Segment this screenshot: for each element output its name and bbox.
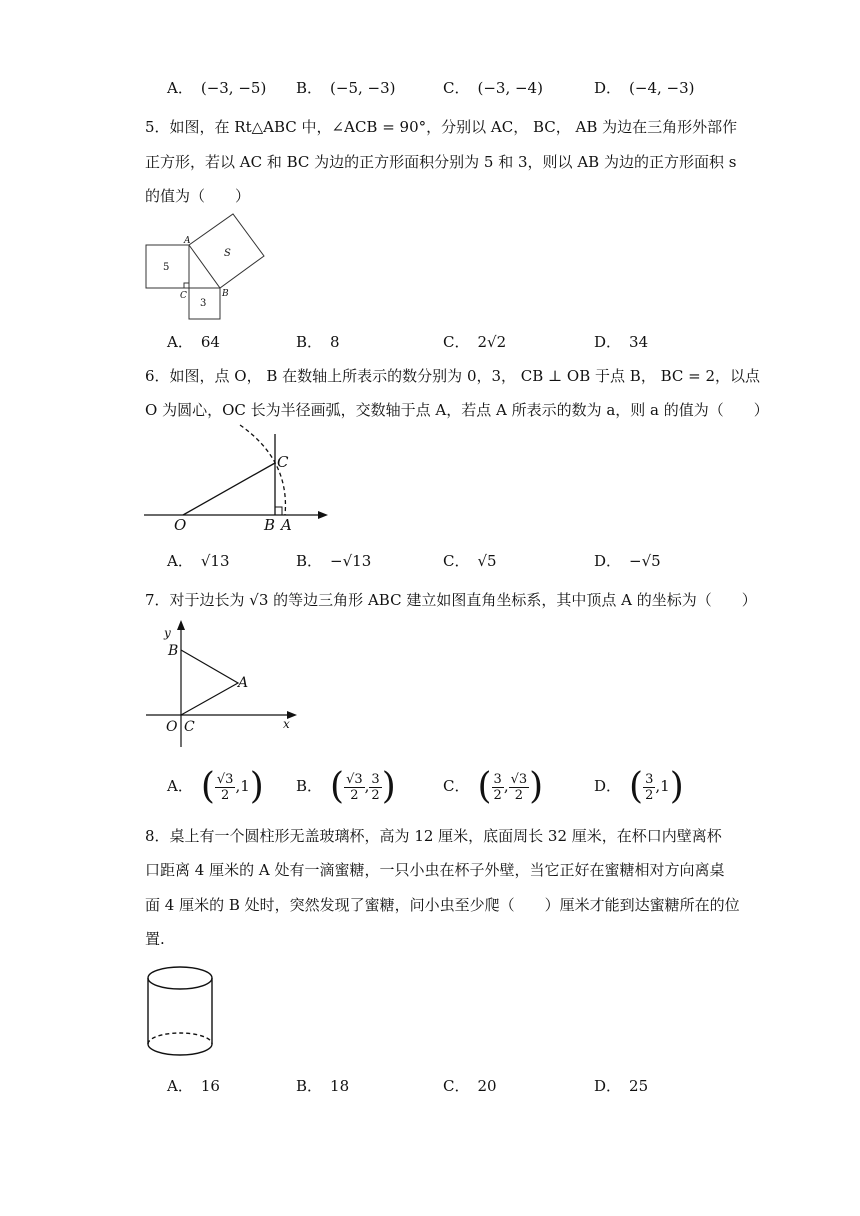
denominator: 2: [371, 787, 380, 803]
q5-option-d: [594, 332, 648, 352]
option-letter: A．: [167, 552, 193, 570]
option-letter: B．: [296, 1077, 323, 1095]
paren-left: (: [477, 766, 492, 807]
q7-option-d: D． ( $\frac{3}{2}$ ,1): [594, 766, 684, 807]
option-value: (−3, −4): [477, 79, 543, 97]
axis-arrow-icon: [318, 511, 328, 519]
numerator: 3: [371, 771, 380, 787]
cylinder-bottom-front: [148, 1044, 212, 1055]
fraction: [344, 772, 365, 803]
paren-right: ): [249, 766, 264, 807]
cylinder-top: [148, 967, 212, 989]
option-letter: B．: [296, 333, 323, 351]
q4-option-a: [167, 78, 266, 98]
q8-option-b: [296, 1076, 349, 1096]
option-letter: D．: [594, 552, 622, 570]
numerator: 3: [645, 771, 654, 787]
q8-line-3: 面 4 厘米的 B 处时，突然发现了蜜糖，问小虫至少爬（ ）厘米才能到达蜜糖所在的位: [145, 896, 740, 914]
denominator: 2: [493, 787, 502, 803]
paren-left: (: [629, 766, 644, 807]
q5-figure: [140, 210, 280, 325]
label-b: B: [168, 643, 179, 659]
fraction: [492, 772, 504, 803]
option-letter: B．: [296, 552, 323, 570]
q5-line-1: 5．如图，在 Rt△ABC 中，∠ACB = 90°，分别以 AC， BC， AB 为边在三角形外部作: [145, 118, 738, 136]
q6-line-2: O 为圆心，OC 长为半径画弧，交数轴于点 A，若点 A 所表示的数为 a，则 a 的值为（ ）: [145, 401, 769, 419]
paren-right: ): [669, 766, 684, 807]
label-b: B: [222, 289, 229, 299]
q5-option-a: [167, 332, 220, 352]
denominator: 2: [514, 787, 524, 803]
option-value: √13: [200, 552, 230, 570]
fraction: [369, 772, 381, 803]
option-value: 64: [200, 333, 220, 351]
numerator: √3: [510, 771, 528, 787]
q6-option-c: [443, 551, 497, 571]
q8-option-c: [443, 1076, 497, 1096]
option-letter: D．: [594, 333, 622, 351]
option-value: 16: [200, 1077, 220, 1095]
option-value: 25: [629, 1077, 649, 1095]
label-b: B: [264, 516, 276, 534]
option-value: (−4, −3): [629, 79, 695, 97]
option-letter: B．: [296, 79, 323, 97]
denominator: 2: [221, 787, 230, 803]
option-value: 2√2: [477, 333, 507, 351]
q6-option-d: [594, 551, 661, 571]
label-c: C: [277, 453, 289, 471]
q8-option-d: [594, 1076, 648, 1096]
option-letter: C．: [443, 777, 470, 795]
fraction: [643, 772, 655, 803]
q5-option-b: [296, 332, 340, 352]
q5-line-2: 正方形，若以 AC 和 BC 为边的正方形面积分别为 5 和 3，则以 AB 为边的正方形面积 s: [145, 153, 737, 171]
label-o: O: [166, 719, 178, 735]
label-o: O: [174, 516, 187, 534]
second-value: 1: [240, 777, 250, 795]
q8-line-4: 置.: [145, 930, 165, 948]
triangle-abc: [181, 650, 238, 715]
option-value: 34: [629, 333, 649, 351]
q5-option-c: [443, 332, 506, 352]
option-value: (−3, −5): [200, 79, 267, 97]
paren-left: (: [200, 766, 215, 807]
segment-oc: [183, 463, 275, 515]
q7-line-1: 7．对于边长为 √3 的等边三角形 ABC 建立如图直角坐标系，其中顶点 A 的坐标为（ ）: [145, 591, 757, 609]
option-letter: C．: [443, 333, 470, 351]
q4-option-b: [296, 78, 396, 98]
fraction: [509, 772, 530, 803]
q5-line-3: 的值为（ ）: [145, 187, 251, 205]
option-letter: C．: [443, 1077, 470, 1095]
option-letter: A．: [167, 333, 193, 351]
paren-left: (: [330, 766, 345, 807]
q7-figure: [140, 615, 310, 755]
q8-option-a: [167, 1076, 220, 1096]
cylinder-bottom-back: [148, 1033, 212, 1044]
option-value: 18: [330, 1077, 350, 1095]
numerator: √3: [346, 771, 363, 787]
q6-option-a: [167, 551, 230, 571]
option-value: √5: [477, 552, 497, 570]
paren-right: ): [529, 766, 544, 807]
paren-right: ): [381, 766, 396, 807]
q8-line-1: 8．桌上有一个圆柱形无盖玻璃杯，高为 12 厘米，底面周长 32 厘米，在杯口内壁离杯: [145, 827, 722, 845]
option-letter: B．: [296, 777, 323, 795]
option-letter: D．: [594, 777, 622, 795]
option-value: 20: [477, 1077, 497, 1095]
q7-option-a: A． ( $\frac{√3}{2}$ ,1): [167, 766, 264, 807]
option-value: −√13: [330, 552, 372, 570]
option-letter: C．: [443, 79, 470, 97]
option-letter: A．: [167, 777, 193, 795]
option-letter: D．: [594, 79, 622, 97]
q8-line-2: 口距离 4 厘米的 A 处有一滴蜜糖，一只小虫在杯子外壁，当它正好在蜜糖相对方向离桌: [145, 861, 725, 879]
label-a: A: [281, 516, 292, 534]
q7-option-c: C． ( $\frac{3}{2}$ , $\frac{√3}{2}$ ): [443, 766, 544, 807]
numerator: √3: [216, 771, 234, 787]
q4-option-d: [594, 78, 695, 98]
label-c: C: [180, 291, 187, 301]
option-letter: C．: [443, 552, 470, 570]
q6-line-1: 6．如图，点 O， B 在数轴上所表示的数分别为 0，3， CB ⊥ OB 于点 B， BC = 2，以点: [145, 367, 761, 385]
q6-option-b: [296, 551, 371, 571]
numerator: 3: [493, 771, 502, 787]
label-y: y: [164, 626, 171, 640]
option-value: 8: [330, 333, 340, 351]
option-letter: D．: [594, 1077, 622, 1095]
q7-option-b: B． ( $\frac{√3}{2}$ , $\frac{3}{2}$ ): [296, 766, 396, 807]
label-5: 5: [163, 262, 170, 273]
option-value: −√5: [629, 552, 661, 570]
second-value: 1: [660, 777, 670, 795]
label-c: C: [184, 719, 195, 735]
option-value: (−5, −3): [330, 79, 396, 97]
label-3: 3: [200, 298, 207, 309]
fraction: [215, 772, 236, 803]
y-axis-arrow-icon: [177, 620, 185, 630]
label-s: S: [224, 248, 231, 259]
label-x: x: [283, 717, 290, 731]
option-letter: A．: [167, 79, 193, 97]
q4-option-c: [443, 78, 543, 98]
label-a: A: [238, 675, 249, 691]
q8-cylinder-figure: [140, 958, 220, 1063]
denominator: 2: [645, 787, 654, 803]
option-letter: A．: [167, 1077, 193, 1095]
label-a: A: [184, 236, 191, 246]
denominator: 2: [350, 787, 359, 803]
right-angle-mark: [184, 283, 189, 288]
right-angle-mark: [275, 507, 282, 515]
q6-figure: [140, 420, 340, 535]
